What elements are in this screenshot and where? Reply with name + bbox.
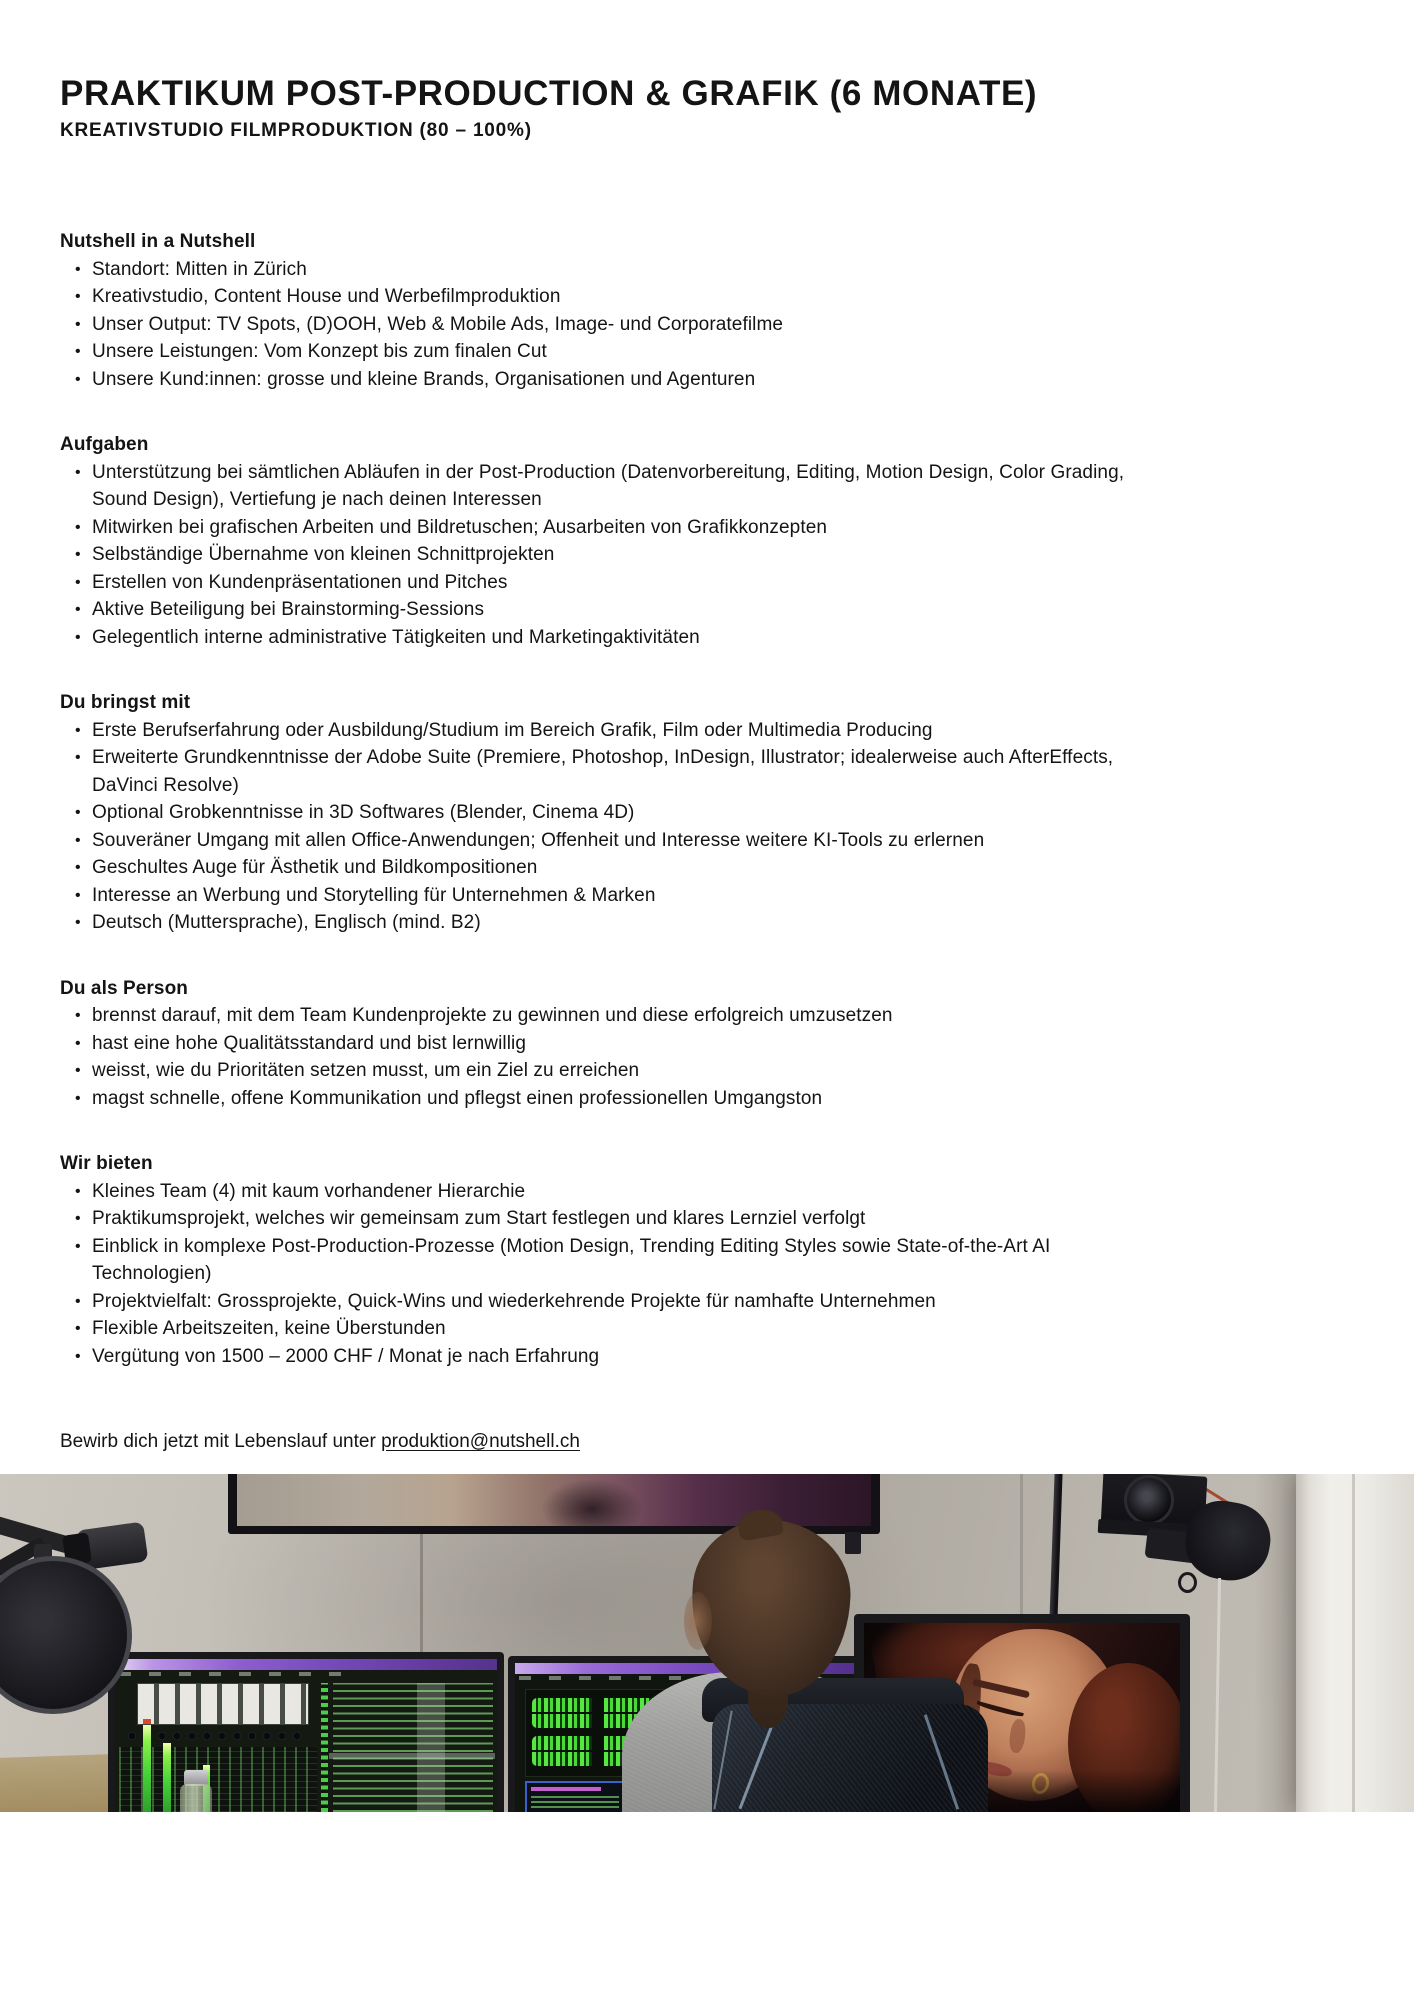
list-item: • Geschultes Auge für Ästhetik und Bildkompositionen [60,854,1160,882]
list-item: • magst schnelle, offene Kommunikation und pflegst einen professionellen Umgangston [60,1085,1160,1113]
app-menu-strip [119,1672,359,1676]
bracket-hook [1178,1572,1197,1593]
desk [0,1754,115,1812]
list-item: • Einblick in komplexe Post-Production-Prozesse (Motion Design, Trending Editing Styles sowie State-of-the-Art AI Technologien) [60,1233,1160,1288]
list-item: • Aktive Beteiligung bei Brainstorming-Sessions [60,596,1160,624]
list-item: • Optional Grobkenntnisse in 3D Softwares (Blender, Cinema 4D) [60,799,1160,827]
apply-text: Bewirb dich jetzt mit Lebenslauf unter [60,1431,382,1453]
bullet-list [60,256,1160,394]
list-item: • Interesse an Werbung und Storytelling für Unternehmen & Marken [60,882,1160,910]
bullet-list [60,1002,1160,1112]
water-bottle [180,1784,212,1812]
mixer-knob-row [125,1729,305,1744]
section-heading: Nutshell in a Nutshell [60,231,256,253]
list-item: • Selbständige Übernahme von kleinen Schnittprojekten [60,541,1160,569]
list-item: • Mitwirken bei grafischen Arbeiten und Bildretuschen; Ausarbeiten von Grafikkonzepten [60,514,1160,542]
list-item: • Unterstützung bei sämtlichen Abläufen in der Post-Production (Datenvorbereitung, Editing, Motion Design, Color Grading, Sound Design), Vertiefung je nach deinen Interessen [60,459,1160,514]
list-item: • Standort: Mitten in Zürich [60,256,1160,284]
list-item: • Deutsch (Muttersprache), Englisch (mind. B2) [60,909,1160,937]
section-heading: Aufgaben [60,434,149,456]
section-aufgaben [60,431,1354,651]
bullet-list [60,717,1160,937]
file-list-panel [333,1683,493,1812]
list-item: • Unser Output: TV Spots, (D)OOH, Web & Mobile Ads, Image- und Corporatefilme [60,311,1160,339]
tv-cable [420,1534,423,1656]
list-item: • Praktikumsprojekt, welches wir gemeinsam zum Start festlegen und klares Lernziel verfolgt [60,1205,1160,1233]
page-title: PRAKTIKUM POST-PRODUCTION & GRAFIK (6 MONATE) [60,74,1038,113]
studio-photo [0,1474,1414,1812]
clip-indicator [143,1719,151,1724]
wall-shadow [1254,1474,1296,1812]
list-item: • Souveräner Umgang mit allen Office-Anwendungen; Offenheit und Interesse weitere KI-Tools zu erlernen [60,827,1160,855]
apply-line [60,1428,1354,1456]
level-meter [163,1743,171,1812]
clip-browser-panel [137,1683,309,1725]
list-item: • Erste Berufserfahrung oder Ausbildung/Studium im Bereich Grafik, Film oder Multimedia Producing [60,717,1160,745]
list-item: • Flexible Arbeitszeiten, keine Überstunden [60,1315,1160,1343]
page-subtitle: KREATIVSTUDIO FILMPRODUKTION (80 – 100%) [60,120,532,142]
section-wir-bieten [60,1150,1354,1370]
list-item: • Projektvielfalt: Grossprojekte, Quick-Wins und wiederkehrende Projekte für namhafte Unternehmen [60,1288,1160,1316]
list-item: • Erstellen von Kundenpräsentationen und Pitches [60,569,1160,597]
track-status-column [321,1683,328,1812]
monitor-left [108,1652,504,1812]
list-item: • brennst darauf, mit dem Team Kundenprojekte zu gewinnen und diese erfolgreich umzusetzen [60,1002,1160,1030]
section-heading: Du bringst mit [60,692,191,714]
list-item: • Gelegentlich interne administrative Tätigkeiten und Marketingaktivitäten [60,624,1160,652]
editor-jaw [684,1592,712,1650]
pillar-seam [1352,1474,1355,1812]
list-item: • Kreativstudio, Content House und Werbefilmproduktion [60,283,1160,311]
bullet-list [60,1178,1160,1371]
list-item: • Kleines Team (4) mit kaum vorhandener Hierarchie [60,1178,1160,1206]
section-nutshell [60,228,1354,393]
bullet-list [60,459,1160,652]
speaker-woofer [1124,1475,1174,1525]
wall-cable-white [1214,1578,1221,1812]
section-du-als-person [60,975,1354,1113]
list-item: • Erweiterte Grundkenntnisse der Adobe Suite (Premiere, Photoshop, InDesign, Illustrator; idealerweise auch AfterEffects, DaVinci Resolve) [60,744,1160,799]
list-item: • hast eine hohe Qualitätsstandard und bist lernwillig [60,1030,1160,1058]
dialog-accent-strip [531,1787,601,1791]
list-item: • Unsere Leistungen: Vom Konzept bis zum finalen Cut [60,338,1160,366]
dialog-rows [531,1794,619,1808]
apply-email-link[interactable]: produktion@nutshell.ch [381,1431,580,1453]
wall-pillar [1296,1474,1414,1812]
monitor-left-screen [115,1659,497,1812]
section-du-bringst-mit [60,689,1354,937]
section-heading: Wir bieten [60,1153,153,1175]
section-heading: Du als Person [60,977,189,999]
waveform-gap [592,1696,604,1770]
list-item: • weisst, wie du Prioritäten setzen musst, um ein Ziel zu erreichen [60,1057,1160,1085]
mic-stand-pole [1049,1474,1063,1626]
app-titlebar [115,1659,497,1670]
list-item: • Vergütung von 1500 – 2000 CHF / Monat je nach Erfahrung [60,1343,1160,1371]
tv-mount [845,1532,861,1554]
list-item: • Unsere Kund:innen: grosse und kleine Brands, Organisationen und Agenturen [60,366,1160,394]
selected-row-highlight [329,1753,495,1759]
wall-seam [1020,1474,1023,1616]
office-chair-back [712,1704,988,1812]
level-meter [143,1725,151,1812]
